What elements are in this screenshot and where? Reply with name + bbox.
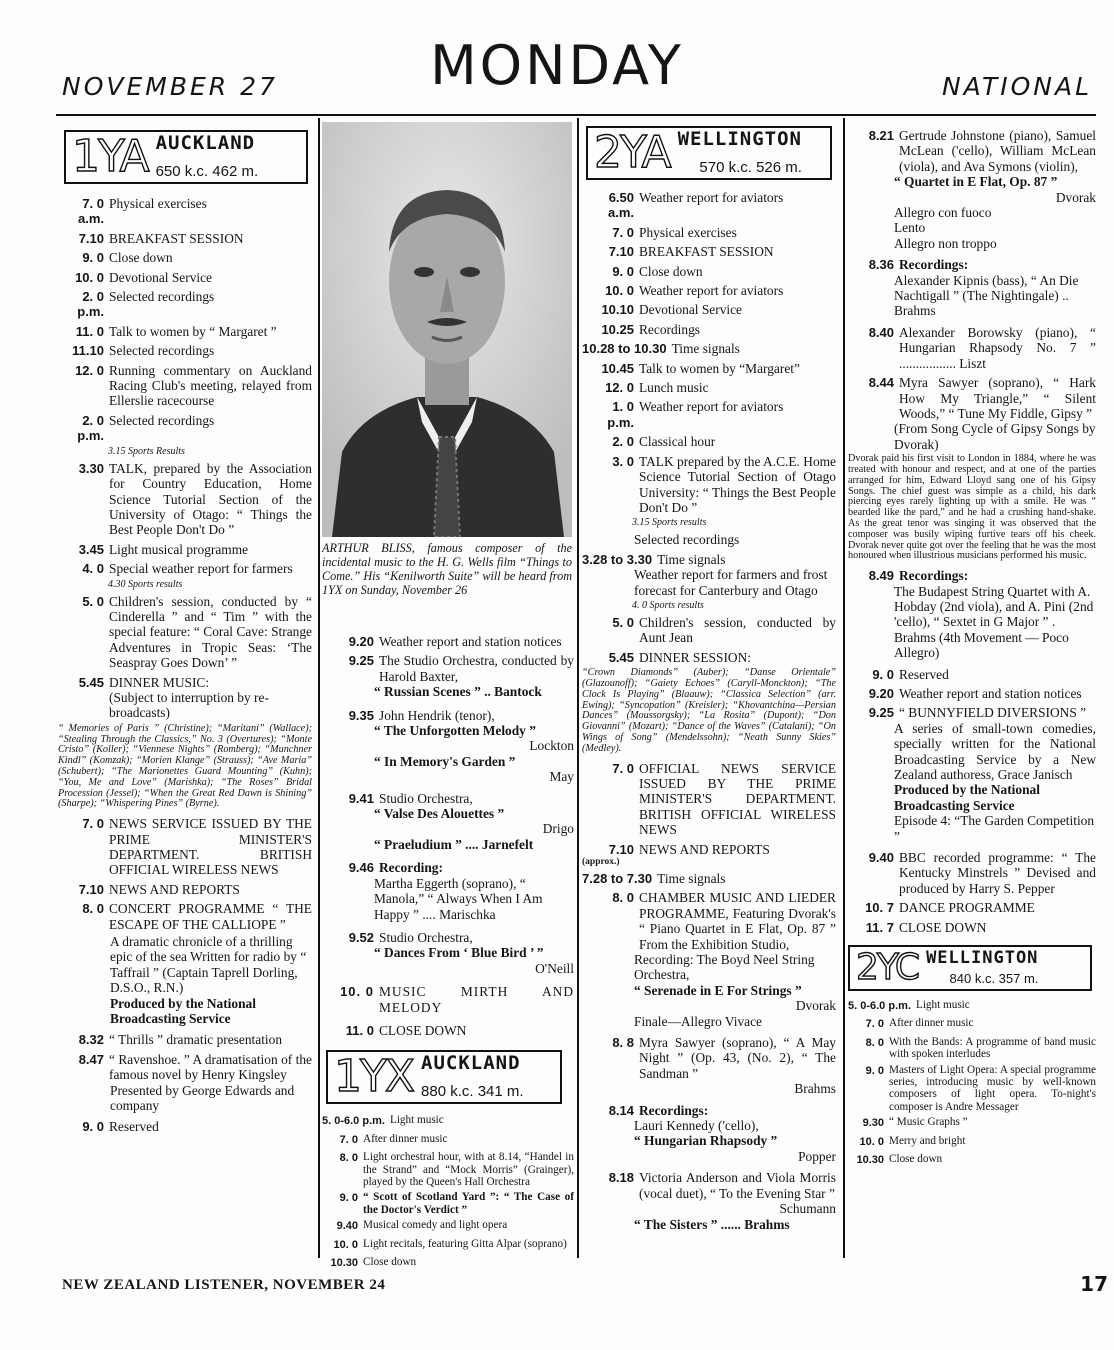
station-box-2yc bbox=[848, 945, 1092, 991]
programme-entry: 2. 0 Classical hour bbox=[612, 434, 716, 450]
programme-entry: 8.32 “ Thrills ” dramatic presentation bbox=[78, 1032, 283, 1048]
station-city: WELLINGTON bbox=[677, 128, 802, 150]
station-logo: 1YA bbox=[72, 131, 148, 182]
composer: Schumann bbox=[779, 1201, 836, 1217]
programme-entry: 7. 0 Physical exercises bbox=[612, 224, 737, 240]
dvorak-note: Dvorak paid his first visit to London in 1884, where he was treated with honour and respect, and at one of the parties arranged for him, Edward Lloyd sang one of his Gipsy Songs. The chief guest was simple as a child, his dark piercing eyes rarely lighting up with a smile. He was “ bearded like the pard,” and he had a crushing hand-shake. As the great tenor was singing it was observed that the composer was busily wiping furtive tears off his cheek. Dvorak never quite got over the feeling that he was the most honoured when illustrious musicians performed his music. bbox=[848, 453, 1096, 562]
station-box-1ya bbox=[64, 130, 308, 184]
programme-entry: 11.10 Selected recordings bbox=[72, 343, 215, 359]
composer: O'Neill bbox=[535, 960, 574, 976]
programme-entry: 4. 0 Special weather report for farmers bbox=[82, 561, 293, 577]
concert-description: A dramatic chronicle of a thrilling epic of the sea Written for radio by “ Taffrail ” (Captain Taprell Dorling, D.S.O., R.N.) bbox=[110, 934, 307, 996]
column-divider-2 bbox=[577, 118, 579, 1258]
column-1ya bbox=[58, 130, 312, 1139]
station-box-1yx bbox=[326, 1050, 562, 1104]
station-city: AUCKLAND bbox=[421, 1052, 521, 1075]
programme-entry: 10.25 Recordings bbox=[601, 321, 700, 337]
composer: Dvorak bbox=[795, 998, 836, 1014]
column-divider-3 bbox=[843, 118, 845, 1258]
programme-entry: 8.49 Recordings: bbox=[868, 568, 969, 584]
programme-entry: 9.41 Studio Orchestra, bbox=[348, 790, 473, 806]
programme-entry: 10.28 to 10.30 Time signals bbox=[582, 341, 740, 357]
programme-entry: 9.40 Musical comedy and light opera bbox=[336, 1219, 508, 1233]
programme-entry: 9. 0 Masters of Light Opera: A special programme series, introducing music by well-known composers of light opera. To-night's composer is Andre Messager bbox=[865, 1063, 1096, 1113]
programme-entry: 9. 0 “ Scott of Scotland Yard ”: “ The Case of the Doctor's Verdict ” bbox=[339, 1191, 574, 1216]
movement: Lento bbox=[894, 220, 926, 236]
column-divider-1 bbox=[318, 118, 320, 1258]
programme-entry: 7.10 BREAKFAST SESSION bbox=[78, 230, 244, 246]
item-detail: Produced by the National Broadcasting Service bbox=[894, 782, 1040, 813]
station-frequency: 880 k.c. 341 m. bbox=[421, 1082, 524, 1100]
programme-entry: 9.46 Recording: bbox=[348, 860, 443, 876]
programme-entry: 3.45 Light musical programme bbox=[78, 541, 249, 557]
programme-entry: 7. 0 OFFICIAL NEWS SERVICE ISSUED BY THE PRIME MINISTER'S DEPARTMENT. BRITISH OFFICIAL WIRELESS NEWS bbox=[612, 760, 836, 838]
programme-entry: 5. 0 Children's session, conducted by Aunt Jean bbox=[612, 614, 836, 646]
programme-entry: 7. 0 After dinner music bbox=[339, 1132, 448, 1146]
programme-entry: 11. 0 CLOSE DOWN bbox=[345, 1022, 467, 1038]
programme-entry: 10. 0 Light recitals, featuring Gitta Alpar (soprano) bbox=[333, 1237, 567, 1251]
programme-entry: 7.28 to 7.30 Time signals bbox=[582, 870, 726, 886]
station-logo: 2YA bbox=[594, 127, 670, 178]
column-2-continued bbox=[322, 634, 574, 1274]
concert-producer: Produced by the National Broadcasting Service bbox=[110, 995, 256, 1027]
composer: Drigo bbox=[542, 821, 574, 837]
item-detail: “ Dances From ‘ Blue Bird ’ ” bbox=[374, 945, 544, 961]
sports-results: 3.15 Sports Results bbox=[108, 445, 185, 457]
item-detail: “ In Memory's Garden ” bbox=[374, 753, 516, 769]
top-rule bbox=[56, 114, 1096, 116]
selected-recordings: Selected recordings bbox=[634, 532, 740, 548]
station-logo: 1YX bbox=[334, 1051, 414, 1103]
programme-entry: 8.14 Recordings: bbox=[608, 1102, 709, 1118]
programme-entry: 12. 0 Running commentary on Auckland Racing Club's meeting, relayed from Ellerslie racecourse bbox=[75, 362, 312, 409]
programme-entry: 3.28 to 3.30 Time signals bbox=[582, 551, 726, 567]
header-date: NOVEMBER 27 bbox=[62, 72, 278, 101]
portrait-photo bbox=[322, 122, 572, 537]
programme-entry: 10.30 Close down bbox=[330, 1256, 417, 1269]
item-detail: “ Valse Des Alouettes ” bbox=[374, 806, 505, 822]
header-day: MONDAY bbox=[430, 34, 684, 97]
composer: Popper bbox=[798, 1148, 836, 1164]
programme-entry: 8.18 Victoria Anderson and Viola Morris (vocal duet), “ To the Evening Star ” bbox=[608, 1170, 836, 1201]
programme-entry: 9.20 Weather report and station notices bbox=[348, 634, 562, 649]
item-detail: Episode 4: “The Garden Competition ” bbox=[894, 813, 1095, 844]
programme-entry: 10.45 Talk to women by “Margaret” bbox=[601, 360, 800, 376]
programme-entry: 8. 0 CONCERT PROGRAMME “ THE ESCAPE OF THE CALLIOPE ” bbox=[82, 901, 312, 932]
programme-entry: 9.35 John Hendrik (tenor), bbox=[348, 707, 495, 723]
programme-entry: 9. 0 Reserved bbox=[872, 666, 949, 682]
dinner-music-list: “Crown Diamonds” (Auber); “Danse Orientale” (Glazounoff); “Gaiety Echoes” (Caryll-Monckton); “The Clock Is Playing” (Blaauw); “Classica Selection” (arr. Ewing); “Syncopation” (Kreisler); “Khovantchina—Persian Dances” (Moussorgsky); “La Rosita” (Dupont); “Don Giovanni” (Mozart); “Dance of the Waves” (Catalani); “On Wings of Song” (Mendelssohn); “Neath Sunny Skies” (Medley). bbox=[582, 667, 836, 754]
station-frequency: 570 k.c. 526 m. bbox=[699, 158, 802, 176]
programme-entry: 1. 0 p.m. Weather report for aviators bbox=[607, 399, 784, 430]
programme-entry: 10.10 Devotional Service bbox=[601, 302, 742, 318]
programme-entry: 5. 0 Children's session, conducted by “ Cinderella ” and “ Tim ” with the special feature: “ Coral Cave: Strange Adventures in Tropic Seas: ‘The Seaspray Goes Down’ ” bbox=[82, 593, 312, 671]
column-2ya bbox=[582, 126, 836, 1232]
programme-entry: 10. 7 DANCE PROGRAMME bbox=[865, 900, 1035, 916]
programme-entry: 8.21 Gertrude Johnstone (piano), Samuel McLean ('cello), William McLean (viola), and Ava Symons (violin), bbox=[868, 128, 1096, 174]
programme-entry: 7. 0 After dinner music bbox=[865, 1017, 974, 1031]
programme-entry: 9.25 “ BUNNYFIELD DIVERSIONS ” bbox=[868, 705, 1087, 721]
programme-entry: 8.36 Recordings: bbox=[868, 257, 969, 273]
station-city: AUCKLAND bbox=[155, 132, 256, 154]
programme-entry: 5. 0-6.0 p.m. Light music bbox=[848, 999, 970, 1013]
programme-entry: 2. 0 p.m. Selected recordings bbox=[77, 412, 215, 444]
programme-entry: 7.10 NEWS AND REPORTS bbox=[78, 881, 240, 897]
programme-entry: 8.40 Alexander Borowsky (piano), “ Hungarian Rhapsody No. 7 ” ................. Liszt bbox=[868, 324, 1096, 371]
programme-entry: 12. 0 Lunch music bbox=[605, 380, 709, 396]
programme-entry: 7. 0 NEWS SERVICE ISSUED BY THE PRIME MINISTER'S DEPARTMENT. BRITISH OFFICIAL WIRELESS NEWS bbox=[82, 816, 312, 878]
station-city: WELLINGTON bbox=[926, 948, 1039, 969]
programme-entry: 9.52 Studio Orchestra, bbox=[348, 929, 473, 945]
item-detail: Lauri Kennedy ('cello), bbox=[634, 1118, 759, 1134]
programme-entry: 9. 0 Close down bbox=[612, 263, 703, 279]
programme-entry: 8.47 “ Ravenshoe. ” A dramatisation of the famous novel by Henry Kingsley bbox=[78, 1051, 312, 1083]
photo-caption: ARTHUR BLISS, famous composer of the incidental music to the H. G. Wells film “Things to Come.” His “Kenilworth Suite” will be heard from 1YX on Sunday, November 26 bbox=[322, 541, 572, 597]
movement: Allegro non troppo bbox=[894, 235, 997, 251]
station-2yc-schedule bbox=[848, 999, 1096, 1168]
station-box-2ya bbox=[586, 126, 832, 180]
programme-entry: 9. 0 Close down bbox=[82, 250, 173, 266]
programme-entry: 8. 8 Myra Sawyer (soprano), “ A May Night ” (Op. 43, (No. 2), “ The Sandman ” bbox=[612, 1035, 836, 1081]
programme-entry: 5.45 DINNER SESSION: bbox=[608, 649, 751, 665]
programme-entry: 9.25 The Studio Orchestra, conducted by Harold Baxter, bbox=[348, 653, 574, 684]
programme-entry: 10. 0 Weather report for aviators bbox=[605, 283, 784, 299]
programme-entry: 3. 0 TALK prepared by the A.C.E. Home Science Tutorial Section of Otago University: “ Things the Best People Don't Do ” bbox=[612, 453, 836, 515]
programme-entry: 10. 0 MUSIC MIRTH AND MELODY bbox=[340, 984, 574, 1015]
programme-entry: 10. 0 Devotional Service bbox=[75, 269, 212, 285]
programme-entry: 10.30 Close down bbox=[856, 1153, 943, 1167]
item-detail: A series of small-town comedies, specially written for the National Broadcasting Service by a New Zealand authoress, Grace Janisch bbox=[894, 720, 1096, 782]
movement: Allegro con fuoco bbox=[894, 205, 992, 221]
sports-results: 3.15 Sports results bbox=[632, 517, 707, 529]
programme-entry: 2. 0 p.m. Selected recordings bbox=[77, 289, 215, 320]
item-detail: “ Praeludium ” .... Jarnefelt bbox=[374, 836, 534, 852]
programme-entry: 11. 7 CLOSE DOWN bbox=[865, 919, 987, 935]
programme-entry: 9.30 “ Music Graphs ” bbox=[862, 1116, 968, 1130]
sports-results: 4.30 Sports results bbox=[108, 578, 183, 590]
programme-entry: 8. 0 With the Bands: A programme of band music with spoken interludes bbox=[865, 1035, 1096, 1061]
item-detail: “ The Unforgotten Melody ” bbox=[374, 723, 536, 739]
footer-publication: NEW ZEALAND LISTENER, NOVEMBER 24 bbox=[62, 1277, 386, 1293]
programme-entry: 6.50 a.m. Weather report for aviators bbox=[607, 190, 784, 221]
composer: Dvorak bbox=[1055, 189, 1096, 205]
programme-entry: 9.20 Weather report and station notices bbox=[868, 685, 1082, 701]
programme-entry: 7.10 NEWS AND REPORTS bbox=[608, 841, 770, 857]
programme-entry: 5. 0-6.0 p.m. Light music bbox=[322, 1114, 444, 1128]
station-frequency: 650 k.c. 462 m. bbox=[155, 162, 259, 180]
dinner-note: (Subject to interruption by re-broadcasts) bbox=[109, 689, 269, 721]
programme-entry: 9.40 BBC recorded programme: “ The Kentucky Minstrels ” Devised and produced by Harry S. Pepper bbox=[868, 850, 1096, 896]
column-2ya-continued bbox=[848, 128, 1096, 1172]
boyd-neel: Recording: The Boyd Neel String Orchestra, bbox=[634, 952, 815, 983]
programme-entry: 11. 0 Talk to women by “ Margaret ” bbox=[75, 323, 277, 339]
programme-entry: 9. 0 Reserved bbox=[82, 1119, 159, 1135]
ravenshoe-presenter: Presented by George Edwards and company bbox=[110, 1082, 295, 1114]
page-number: 17 bbox=[1080, 1272, 1108, 1296]
composer: Lockton bbox=[529, 738, 574, 754]
programme-entry: 3.30 TALK, prepared by the Association for Country Education, Home Science Tutorial Section of the University of Otago: “ Things the Best People Don't Do ” bbox=[78, 460, 312, 538]
programme-entry: 7.10 BREAKFAST SESSION bbox=[608, 244, 774, 260]
programme-entry: 8.44 Myra Sawyer (soprano), “ Hark How My Triangle,” “ Silent Woods,” “ Tune My Fiddle, Gipsy ” bbox=[868, 375, 1096, 421]
item-detail: The Budapest String Quartet with A. Hobday (2nd viola), and A. Pini (2nd 'cello), “ Sextet in G Major ” . Brahms (4th Movement — Poco Allegro) bbox=[894, 583, 1094, 661]
sports-results: 4. 0 Sports results bbox=[632, 599, 704, 611]
composer: May bbox=[549, 769, 574, 785]
programme-entry: 8. 0 CHAMBER MUSIC AND LIEDER PROGRAMME, Featuring Dvorak's “ Piano Quartet in E Flat, Op. 87 ” From the Exhibition Studio, bbox=[612, 890, 836, 952]
programme-entry: 8. 0 Light orchestral hour, with at 8.14, “Handel in the Strand” and “Mock Morris” (Grainger), played by the Queen's Hall Orchestra bbox=[339, 1151, 574, 1188]
dinner-music-list: “ Memories of Paris ” (Christine); “Maritani” (Wallace); “Stealing Through the Classics,” No. 3 (Overtures); “Monte Cristo” (Koller); “Viennese Nights” (Romberg); “Munchner Kindl” (Komzak); “Morien Klange” (Strauss); “Ave Maria” (Schubert); “The Marionettes Guard Mounting” (Kuhn); “You, Me and Love” (Marishka); “The Roses” Bridal Procession (Jessel); “When the Great Red Dawn is Shining” (Sharpe); “Whispering Pines” (Byrne). bbox=[58, 722, 312, 810]
song-cycle: (From Song Cycle of Gipsy Songs by Dvorak) bbox=[894, 421, 1096, 452]
station-1yx-schedule bbox=[322, 1114, 574, 1271]
item-detail: Alexander Kipnis (bass), “ An Die Nachtigall ” (The Nightingale) .. Brahms bbox=[894, 272, 1079, 319]
weather-farmers: Weather report for farmers and frost forecast for Canterbury and Otago bbox=[634, 567, 828, 598]
item-detail: “ Hungarian Rhapsody ” bbox=[634, 1133, 778, 1149]
programme-entry: 7. 0 a.m. Physical exercises bbox=[77, 196, 207, 227]
station-frequency: 840 k.c. 357 m. bbox=[949, 970, 1039, 986]
header-network: NATIONAL bbox=[941, 72, 1092, 101]
item-detail: “ The Sisters ” ...... Brahms bbox=[634, 1216, 790, 1232]
item-detail: Martha Eggerth (soprano), “ Manola,” “ Always When I Am Happy ” .... Marischka bbox=[374, 875, 543, 922]
item-detail: “ Russian Scenes ” .. Bantock bbox=[374, 684, 542, 700]
item-detail: “ Quartet in E Flat, Op. 87 ” bbox=[894, 174, 1058, 190]
station-logo: 2YC bbox=[856, 947, 919, 989]
composer: Brahms bbox=[794, 1081, 836, 1097]
item-detail: “ Serenade in E For Strings ” bbox=[634, 982, 802, 998]
item-detail: Finale—Allegro Vivace bbox=[634, 1013, 762, 1029]
programme-entry: 10. 0 Merry and bright bbox=[859, 1134, 966, 1148]
programme-entry: 5.45 DINNER MUSIC: bbox=[78, 674, 210, 690]
approx-note: (approx.) bbox=[582, 856, 620, 867]
